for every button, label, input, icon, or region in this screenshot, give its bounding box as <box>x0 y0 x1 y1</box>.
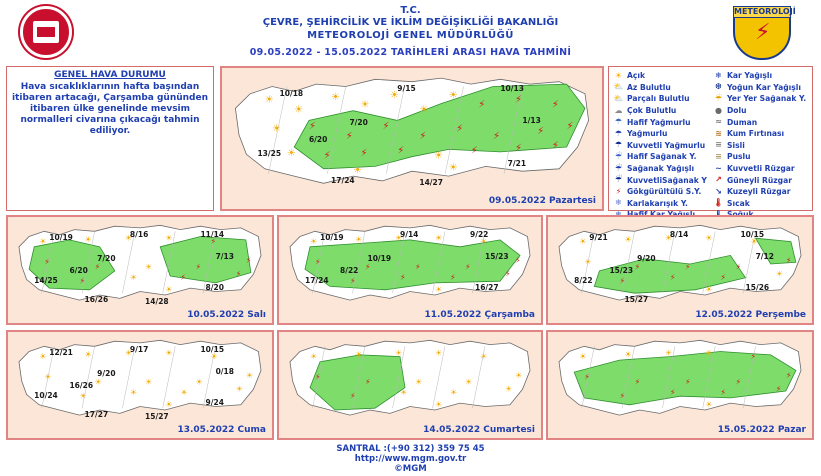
header-directorate: METEOROLOJİ GENEL MÜDÜRLÜĞÜ <box>307 30 514 41</box>
thunderstorm-icon: ⚡ <box>584 372 590 382</box>
legend-label: Parçalı Bulutlu <box>627 94 690 104</box>
fog-icon: ≡ <box>715 140 722 150</box>
sandstorm-icon: ≋ <box>715 128 722 138</box>
legend-label: Yoğun Kar Yağışlı <box>727 82 801 92</box>
sun-cloud-icon: ☀ <box>435 285 443 295</box>
legend-item <box>613 82 707 94</box>
sun-cloud-icon: ☀ <box>480 236 488 246</box>
temperature-label: 16/26 <box>84 294 109 304</box>
footer-phone: SANTRAL :(+90 312) 359 75 45 <box>336 444 485 454</box>
thunderstorm-icon: ⚡ <box>515 143 523 155</box>
sun-cloud-icon: ☀ <box>39 236 47 246</box>
legend-label: Güneyli Rüzgar <box>727 175 792 185</box>
sun-cloud-icon: ☀ <box>450 388 458 398</box>
temperature-label: 13/25 <box>257 149 282 159</box>
thunderstorm-icon: ⚡ <box>685 262 691 272</box>
rain-icon: ☂ <box>614 128 623 138</box>
legend-label: Gökgürültülü S.Y. <box>627 187 702 197</box>
legend-item <box>713 82 806 94</box>
legend-item <box>713 128 806 140</box>
sun-cloud-icon: ☀ <box>624 350 632 360</box>
legend-item <box>613 128 707 140</box>
thunderstorm-icon: ⚡ <box>235 269 242 279</box>
thunderstorm-icon: ⚡ <box>551 99 559 111</box>
header-ministry: ÇEVRE, ŞEHİRCİLİK VE İKLİM DEĞİŞİKLİĞİ BAKANLIĞI <box>262 17 559 28</box>
general-weather-summary <box>6 66 214 211</box>
turkey-map <box>279 332 541 438</box>
thunderstorm-icon: ⚡ <box>315 372 321 382</box>
sun-cloud-icon: ☀ <box>395 348 403 358</box>
sun-cloud-icon: ☀ <box>94 377 102 387</box>
sun-cloud-icon: ☀ <box>84 350 92 360</box>
map-caption: 14.05.2022 Cumartesi <box>423 425 535 435</box>
thunderstorm-icon: ⚡ <box>400 273 406 283</box>
temperature-label: 16/27 <box>475 282 499 292</box>
temperature-label: 17/27 <box>84 409 109 419</box>
temperature-label: 9/15 <box>397 84 416 94</box>
summary-title: GENEL HAVA DURUMU <box>54 70 166 80</box>
thunderstorm-icon: ⚡ <box>450 273 456 283</box>
sun-cloud-icon: ☀ <box>165 400 173 410</box>
sun-cloud-icon: ☀ <box>165 233 173 243</box>
sun-cloud-icon: ☀ <box>39 351 47 361</box>
sun-cloud-icon: ☀ <box>355 235 363 245</box>
footer-website-link[interactable]: http://www.mgm.gov.tr <box>354 454 467 464</box>
sun-cloud-icon: ☀ <box>435 233 443 243</box>
temperature-label: 8/22 <box>574 276 593 286</box>
temperature-label: 17/24 <box>305 276 329 286</box>
sun-cloud-icon: ☀ <box>624 235 632 245</box>
thunderstorm-icon: ⚡ <box>785 255 792 265</box>
thunderstorm-icon: ⚡ <box>195 262 202 272</box>
map-day-1 <box>220 66 604 211</box>
legend-item <box>613 163 707 175</box>
thunderstorm-icon: ⚡ <box>669 388 676 398</box>
thunderstorm-icon: ⚡ <box>505 269 511 279</box>
temperature-label: 10/15 <box>740 229 765 239</box>
thunderstorm-icon: ⚡ <box>419 130 427 142</box>
legend <box>608 66 813 211</box>
thunderstorm-icon: ⚡ <box>720 273 726 283</box>
legend-column-left <box>613 70 707 221</box>
sun-cloud-icon: ☀ <box>448 89 458 101</box>
legend-item <box>613 140 707 152</box>
sun-cloud-icon: ☀ <box>165 285 173 295</box>
temperature-label: 10/15 <box>200 344 225 354</box>
thunderstorm-icon: ⚡ <box>750 351 757 361</box>
sun-icon: ☀ <box>614 70 623 80</box>
temperature-label: 9/24 <box>205 397 224 407</box>
thunderstorm-icon: ⚡ <box>478 99 486 111</box>
temperature-label: 10/19 <box>320 233 344 243</box>
temperature-label: 10/19 <box>367 253 392 263</box>
temperature-label: 7/21 <box>507 159 527 169</box>
heavy-snow-icon: ❆ <box>715 82 722 92</box>
sun-cloud-icon: ☀ <box>515 370 523 380</box>
scattered-shower-icon: ☔ <box>714 93 723 103</box>
legend-label: Yer Yer Sağanak Y. <box>727 94 807 104</box>
south-wind-icon: ↗ <box>715 175 722 185</box>
legend-item <box>613 116 707 128</box>
sun-cloud-icon: ☀ <box>395 233 403 243</box>
summary-body: Hava sıcaklıklarının hafta başından itibaren artacağı, Çarşamba gününden itibaren ülke genelinde mevsim normalleri civarına çıkacağı tahmin ediliyor. <box>11 82 209 136</box>
sun-cloud-icon: ☀ <box>579 236 587 246</box>
thunderstorm-icon: ⚡ <box>345 130 353 142</box>
heavy-rain-icon: ☂ <box>614 140 623 150</box>
thunderstorm-icon: ⚡ <box>720 388 726 398</box>
map-day-4 <box>546 215 814 325</box>
thunderstorm-icon: ⚡ <box>470 145 478 157</box>
legend-item <box>713 140 806 152</box>
sun-cloud-icon: ☀ <box>353 164 363 176</box>
thunderstorm-icon: ⚡ <box>44 257 50 267</box>
sun-cloud-icon: ☀ <box>44 372 52 382</box>
sleet-icon: ❄ <box>615 198 622 208</box>
temperature-label: 7/20 <box>349 117 368 127</box>
thunderstorm-icon: ⚡ <box>465 262 471 272</box>
sun-cloud-icon: ☀ <box>505 384 513 394</box>
legend-label: Hafif Yağmurlu <box>627 117 691 127</box>
legend-label: Sisli <box>727 140 745 150</box>
temperature-label: 1/13 <box>522 115 541 125</box>
temperature-label: 15/26 <box>745 282 770 292</box>
temperature-label: 7/13 <box>215 251 234 261</box>
temperature-label: 9/14 <box>400 229 419 239</box>
sun-cloud-icon: ☀ <box>415 377 423 387</box>
sun-cloud-icon: ⛅ <box>613 82 624 92</box>
sun-cloud-icon: ☀ <box>584 257 592 267</box>
thunderstorm-icon: ⚡ <box>365 377 371 387</box>
temperature-label: 15/27 <box>624 294 649 304</box>
light-rain-icon: ☂ <box>614 117 623 127</box>
legend-label: Kum Fırtınası <box>727 129 785 139</box>
legend-item <box>713 151 806 163</box>
legend-item <box>713 105 806 117</box>
header-date-range: 09.05.2022 - 15.05.2022 TARİHLERİ ARASI HAVA TAHMİNİ <box>249 47 572 58</box>
map-caption: 15.05.2022 Pazar <box>717 425 806 435</box>
sun-cloud-icon: ☀ <box>124 233 133 243</box>
haze-icon: ≡ <box>715 151 722 161</box>
thunderstorm-icon: ⚡ <box>397 145 405 157</box>
sun-cloud-icon: ☀ <box>264 94 274 106</box>
temperature-label: 7/20 <box>97 253 116 263</box>
header-line1: T.C. <box>400 5 421 16</box>
legend-label: Puslu <box>727 152 751 162</box>
legend-item <box>613 186 707 198</box>
sun-cloud-icon: ☀ <box>419 104 429 116</box>
sun-cloud-icon: ☀ <box>310 236 318 246</box>
logo-text: METEOROLOJİ <box>734 7 796 16</box>
legend-item <box>713 198 806 210</box>
legend-label: Az Bulutlu <box>627 82 671 92</box>
temperature-label: 9/17 <box>129 344 149 354</box>
thunderstorm-icon: ⚡ <box>634 377 641 387</box>
temperature-label: 11/14 <box>200 229 225 239</box>
sun-cloud-icon: ☀ <box>165 348 173 358</box>
thunderstorm-icon: ⚡ <box>79 276 86 286</box>
legend-label: Çok Bulutlu <box>627 106 677 116</box>
temperature-label: 14/25 <box>34 276 58 286</box>
thunderstorm-icon: ⚡ <box>685 377 691 387</box>
map-day-2 <box>6 215 274 325</box>
thunderstorm-icon: ⚡ <box>785 370 792 380</box>
thunderstorm-icon: ⚡ <box>537 126 545 138</box>
map-day-7 <box>546 330 814 440</box>
legend-item <box>713 93 806 105</box>
thunderstorm-icon: ⚡ <box>456 123 464 135</box>
temperature-label: 9/22 <box>470 229 489 239</box>
temperature-label: 8/14 <box>669 229 689 239</box>
temperature-label: 10/18 <box>279 88 304 98</box>
legend-item <box>713 116 806 128</box>
lightning-icon: ⚡ <box>755 20 771 45</box>
legend-label: Hafif Sağanak Y. <box>627 152 697 162</box>
thunderstorm-icon: ⚡ <box>619 391 626 401</box>
legend-label: Duman <box>727 117 758 127</box>
thunderstorm-icon: ⚡ <box>492 130 500 142</box>
thunderstorm-icon: ⚡ <box>210 236 217 246</box>
sun-cloud-icon: ☀ <box>272 123 282 135</box>
shower-icon: ☔ <box>614 163 623 173</box>
thunderstorm-icon: ⚡ <box>323 150 331 162</box>
thunderstorm-icon: ⚡ <box>365 262 371 272</box>
strong-wind-icon: ~ <box>715 163 722 173</box>
legend-column-right <box>713 70 806 221</box>
sun-cloud-icon: ☀ <box>434 150 444 162</box>
temperature-label: 17/24 <box>331 176 355 186</box>
legend-label: Sıcak <box>727 198 750 208</box>
hail-icon: ● <box>715 105 722 115</box>
sun-cloud-icon: ☀ <box>664 233 673 243</box>
temperature-label: 14/28 <box>145 296 169 306</box>
sun-cloud-icon: ☀ <box>245 370 254 380</box>
temperature-label: 6/20 <box>69 265 88 275</box>
map-day-5 <box>6 330 274 440</box>
thunderstorm-icon: ⚡ <box>315 257 321 267</box>
legend-item <box>613 151 707 163</box>
temperature-label: 9/20 <box>97 368 116 378</box>
sun-cloud-icon: ☀ <box>129 388 138 398</box>
thunderstorm-icon: ⚡ <box>615 186 622 196</box>
smoke-icon: ≈ <box>715 117 722 127</box>
partly-cloudy-icon: ⛅ <box>613 93 624 103</box>
sun-cloud-icon: ☀ <box>664 348 673 358</box>
sun-cloud-icon: ☀ <box>360 99 370 111</box>
legend-item <box>713 163 806 175</box>
sun-cloud-icon: ☀ <box>195 377 203 387</box>
thunderstorm-icon: ⚡ <box>382 121 390 133</box>
sun-cloud-icon: ☀ <box>775 269 783 279</box>
thunderstorm-icon: ⚡ <box>551 140 559 152</box>
footer <box>0 444 821 474</box>
sun-cloud-icon: ☀ <box>705 348 713 358</box>
legend-label: Yağmurlu <box>627 129 668 139</box>
temperature-label: 15/23 <box>485 251 509 261</box>
cloud-icon: ☁ <box>614 105 623 115</box>
legend-item <box>613 70 707 82</box>
snow-icon: ❄ <box>715 70 722 80</box>
temperature-label: 9/21 <box>589 233 608 243</box>
sun-cloud-icon: ☀ <box>435 400 443 410</box>
hot-icon: 🌡 <box>713 198 724 208</box>
legend-label: KuvvetliSağanak Y <box>627 175 707 185</box>
thunderstorm-icon: ⚡ <box>515 255 521 265</box>
meteoroloji-logo <box>733 6 796 60</box>
legend-item <box>713 174 806 186</box>
legend-label: Açık <box>627 71 646 81</box>
temperature-label: 10/13 <box>500 84 524 94</box>
sun-cloud-icon: ☀ <box>400 388 408 398</box>
temperature-label: 14/27 <box>419 178 443 188</box>
header <box>0 0 821 64</box>
temperature-label: 6/20 <box>308 134 328 144</box>
sun-cloud-icon: ☀ <box>145 262 153 272</box>
legend-item <box>613 198 707 210</box>
heavy-shower-icon: ☔ <box>614 175 623 185</box>
sun-cloud-icon: ☀ <box>180 388 188 398</box>
legend-item <box>713 70 806 82</box>
temperature-label: 8/22 <box>340 265 359 275</box>
sun-cloud-icon: ☀ <box>705 233 713 243</box>
sun-cloud-icon: ☀ <box>145 377 153 387</box>
legend-label: Karlakarışık Y. <box>627 198 688 208</box>
sun-cloud-icon: ☀ <box>210 351 218 361</box>
footer-copyright: ©MGM <box>394 464 427 474</box>
temperature-label: 9/20 <box>637 253 656 263</box>
thunderstorm-icon: ⚡ <box>735 377 742 387</box>
sun-cloud-icon: ☀ <box>129 273 138 283</box>
thunderstorm-icon: ⚡ <box>245 255 252 265</box>
legend-label: Kuzeyli Rüzgar <box>727 187 791 197</box>
thunderstorm-icon: ⚡ <box>515 94 523 106</box>
sun-cloud-icon: ☀ <box>235 384 243 394</box>
temperature-label: 10/24 <box>34 391 58 401</box>
legend-label: Dolu <box>727 106 747 116</box>
legend-label: Kar Yağışlı <box>727 71 773 81</box>
thunderstorm-icon: ⚡ <box>308 121 316 133</box>
temperature-label: 10/19 <box>49 233 73 243</box>
sun-cloud-icon: ☀ <box>355 350 363 360</box>
sun-cloud-icon: ☀ <box>448 162 458 174</box>
thunderstorm-icon: ⚡ <box>360 147 368 159</box>
sun-cloud-icon: ☀ <box>465 377 473 387</box>
thunderstorm-icon: ⚡ <box>775 384 782 394</box>
sun-cloud-icon: ☀ <box>294 104 304 116</box>
sun-cloud-icon: ☀ <box>84 235 92 245</box>
temperature-label: 8/20 <box>205 282 224 292</box>
thunderstorm-icon: ⚡ <box>566 121 574 133</box>
sun-cloud-icon: ☀ <box>435 348 443 358</box>
map-caption: 10.05.2022 Salı <box>187 310 266 320</box>
legend-item <box>613 93 707 105</box>
thunderstorm-icon: ⚡ <box>669 273 676 283</box>
sun-cloud-icon: ☀ <box>286 147 296 159</box>
sun-cloud-icon: ☀ <box>750 236 758 246</box>
thunderstorm-icon: ⚡ <box>619 276 626 286</box>
legend-label: Sağanak Yağışlı <box>627 164 695 174</box>
temperature-label: 15/23 <box>609 265 634 275</box>
sun-cloud-icon: ☀ <box>79 391 87 401</box>
thunderstorm-icon: ⚡ <box>634 262 641 272</box>
legend-item <box>713 186 806 198</box>
map-day-3 <box>277 215 543 325</box>
map-caption: 13.05.2022 Cuma <box>177 425 266 435</box>
thunderstorm-icon: ⚡ <box>94 262 101 272</box>
temperature-label: 0/18 <box>215 366 234 376</box>
sun-cloud-icon: ☀ <box>705 400 713 410</box>
thunderstorm-icon: ⚡ <box>415 262 421 272</box>
thunderstorm-icon: ⚡ <box>350 276 356 286</box>
temperature-label: 15/27 <box>145 411 169 421</box>
sun-cloud-icon: ☀ <box>310 351 318 361</box>
legend-item <box>613 174 707 186</box>
thunderstorm-icon: ⚡ <box>350 391 356 401</box>
sun-cloud-icon: ☀ <box>389 89 399 101</box>
temperature-label: 16/26 <box>69 380 94 390</box>
sun-cloud-icon: ☀ <box>579 351 587 361</box>
map-caption: 09.05.2022 Pazartesi <box>488 196 596 206</box>
temperature-label: 12/21 <box>49 348 73 358</box>
legend-label: Kuvvetli Yağmurlu <box>627 140 706 150</box>
north-wind-icon: ↘ <box>715 186 722 196</box>
light-shower-icon: ☔ <box>614 151 623 161</box>
sun-cloud-icon: ☀ <box>705 285 713 295</box>
map-caption: 11.05.2022 Çarşamba <box>424 310 535 320</box>
map-day-6 <box>277 330 543 440</box>
legend-item <box>613 105 707 117</box>
temperature-label: 8/16 <box>129 229 149 239</box>
legend-label: Kuvvetli Rüzgar <box>727 164 795 174</box>
turkey-map <box>548 332 812 438</box>
thunderstorm-icon: ⚡ <box>180 273 186 283</box>
map-caption: 12.05.2022 Perşembe <box>695 310 806 320</box>
sun-cloud-icon: ☀ <box>480 351 488 361</box>
temperature-label: 7/12 <box>755 251 774 261</box>
sun-cloud-icon: ☀ <box>331 92 341 104</box>
thunderstorm-icon: ⚡ <box>735 262 742 272</box>
sun-cloud-icon: ☀ <box>124 348 133 358</box>
